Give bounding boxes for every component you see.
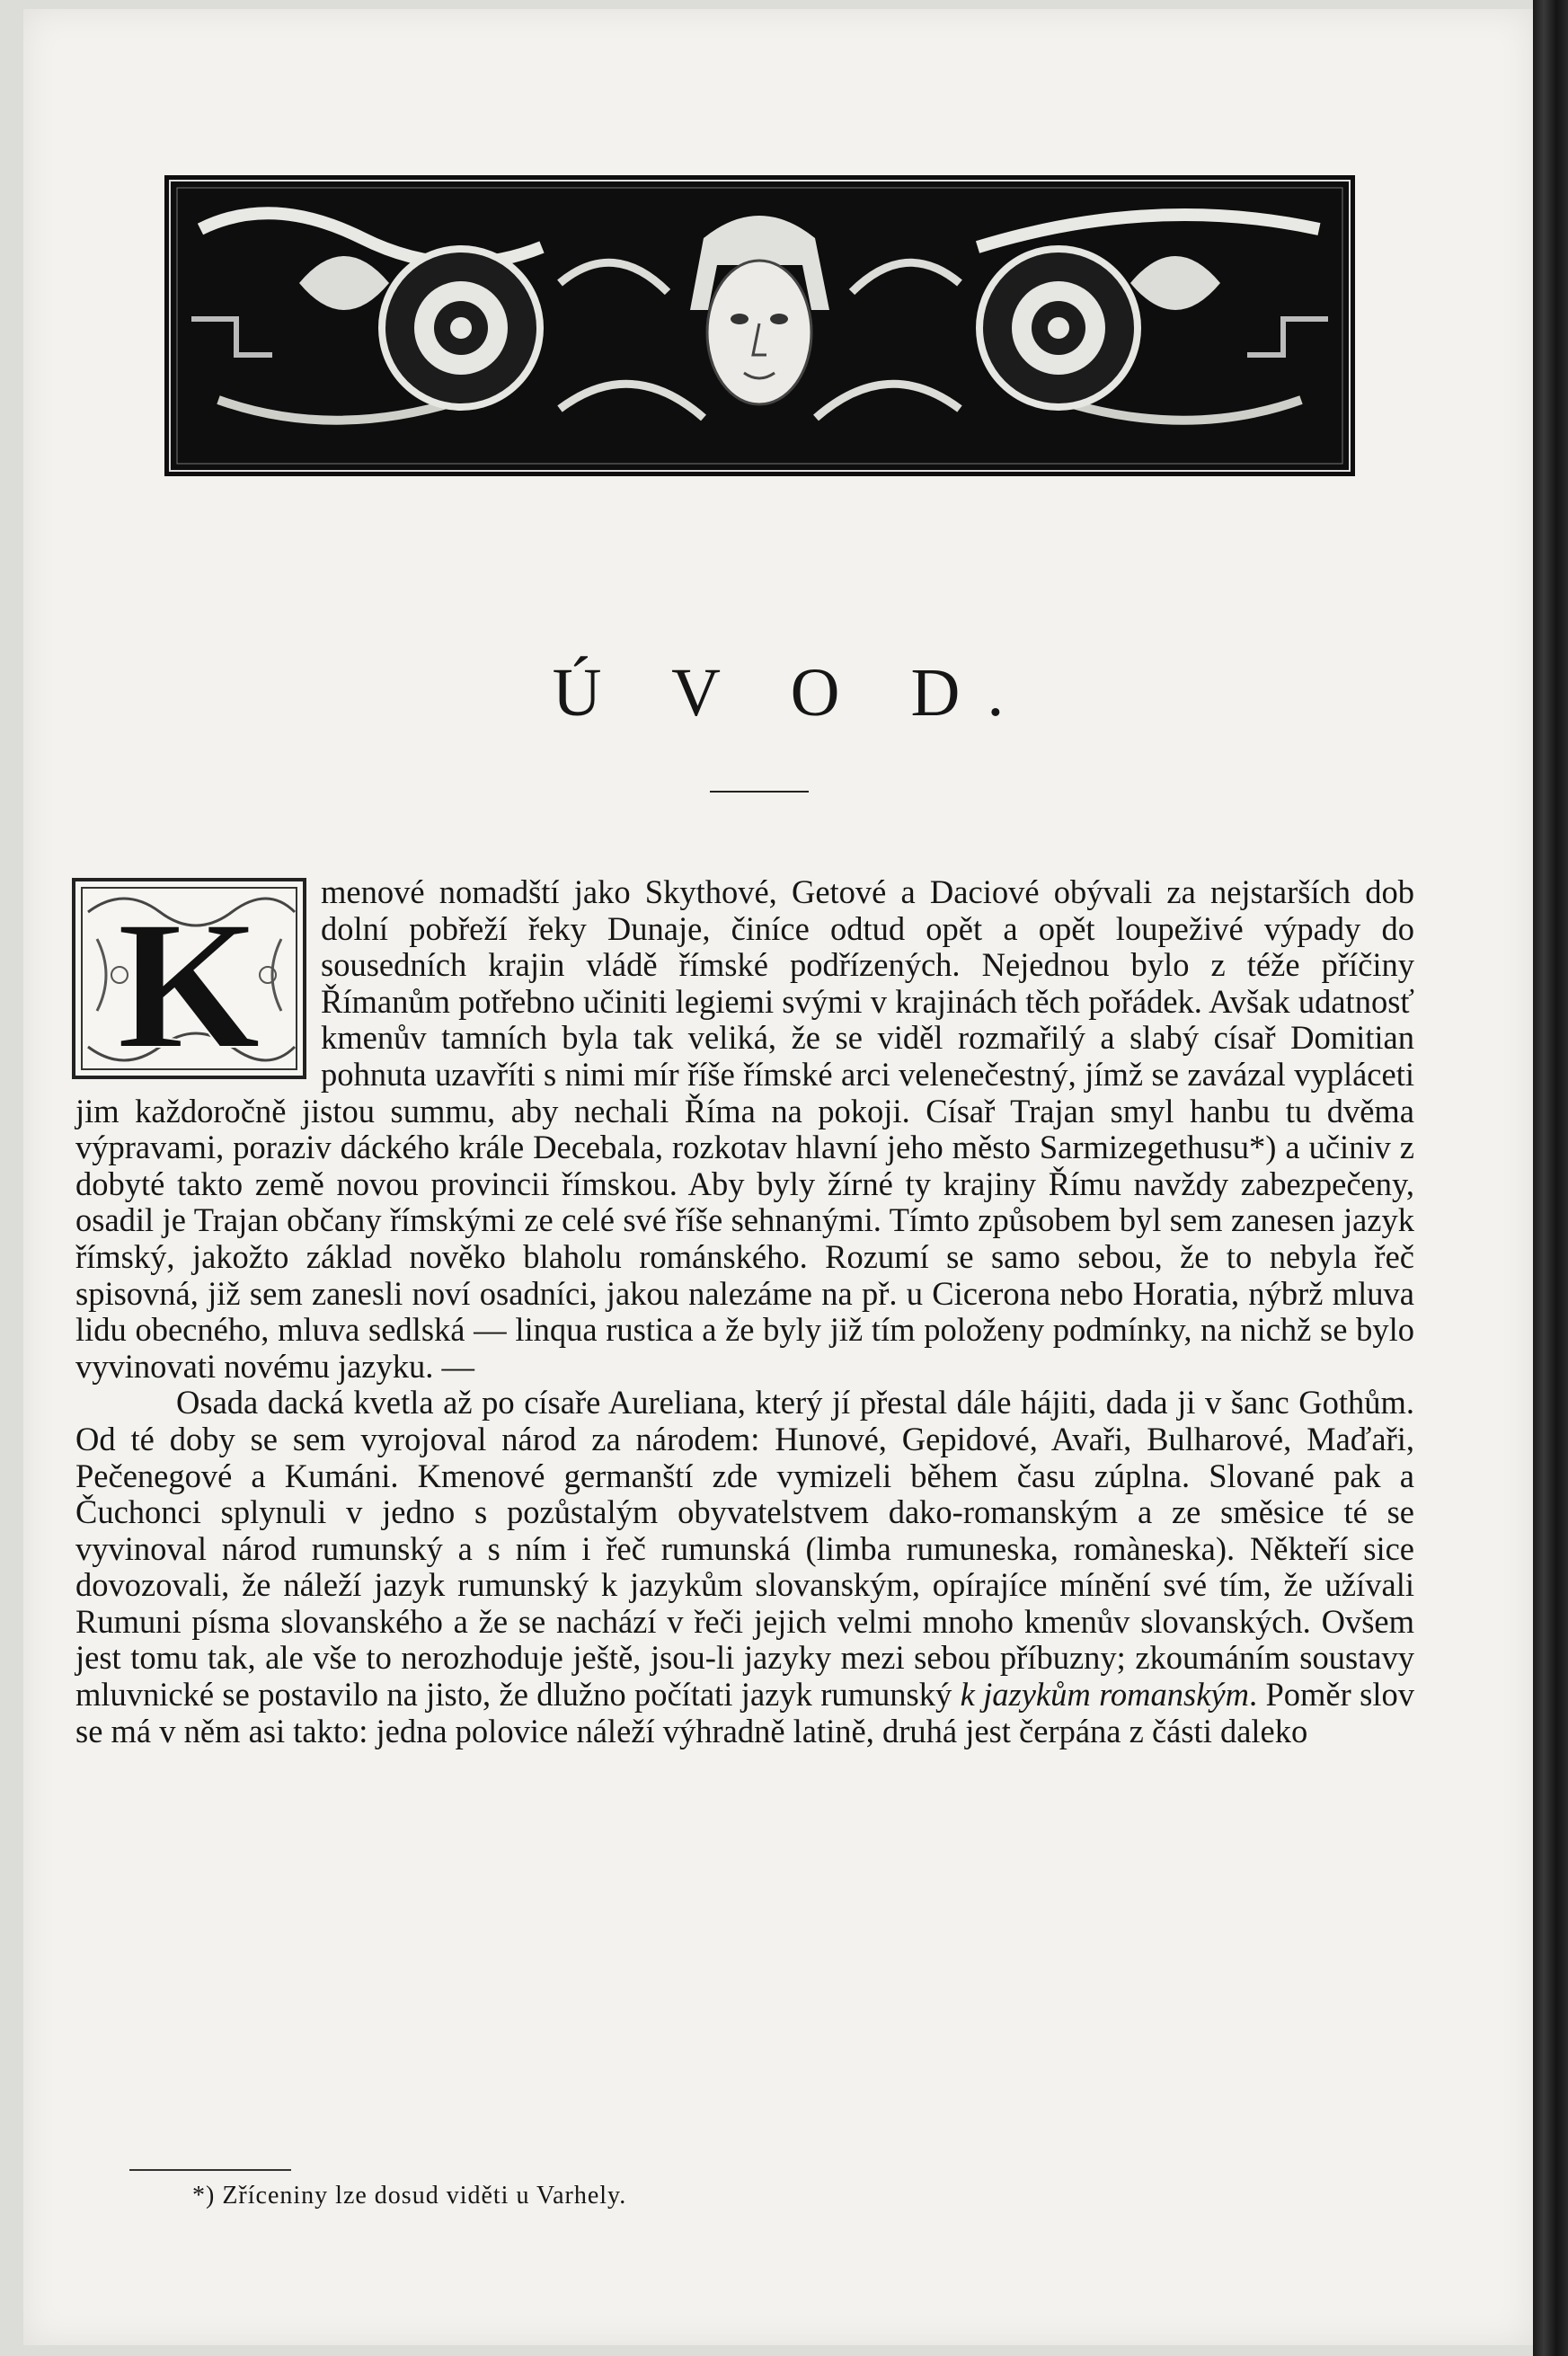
paragraph (75, 874, 1414, 1385)
book-page (23, 9, 1533, 2345)
ornamental-headpiece (164, 175, 1355, 476)
paragraph-1-text: menové nomadští jako Skythové, Getové a Daciové obývali za nejstarších dob dolní pobřeží řeky Dunaje, činíce odtud opět a opět loupeživé výpady do sousedních krajin vládě římské podřízených. Nejednou bylo z téže příčiny Římanům potřebno učiniti legiemi svými v krajinách těch pořádek. Avšak udatnosť kmenův tamních byla tak veliká, že se viděl rozmařilý a slabý císař Domitian pohnuta uzavříti s nimi mír říše římské arci velenečestný, jímž se zavázal vypláceti jim každoročně jistou summu, aby nechali Říma na pokoji. Císař Trajan smyl hanbu tu dvěma výpravami, poraziv dáckého krále Decebala, rozkotav hlavní jeho město Sarmizegethusu*) a učiniv z dobyté takto země novou provincii římskou. Aby byly žírné ty krajiny Římu navždy zabezpečeny, osadil je Trajan občany římskými ze celé své říše sehnanými. Tímto způsobem byl sem zanesen jazyk římský, jakožto základ nověko blaholu románského. Rozumí se samo sebou, že to nebyla řeč spisovná, již sem zanesli noví osadníci, jakou nalezáme na př. u Cicerona nebo Horatia, nýbrž mluva lidu obecného, mluva sedlská — linqua rustica a že byly již tím položeny podmínky, na nichž se bylo vyvinovati novému jazyku. — (75, 873, 1414, 1385)
body-text (75, 874, 1414, 1749)
footnote: *) Zříceniny lze dosud viděti u Varhely. (192, 2182, 627, 2210)
footnote-divider (129, 2169, 291, 2171)
title-divider (710, 791, 809, 793)
paragraph (75, 1385, 1414, 1749)
paragraph-2-text-end: . Poměr slov se má v něm asi takto: jedna polovice náleží výhradně latině, druhá jest čerpána z části daleko (75, 1676, 1414, 1749)
italic-phrase: k jazykům romanským (960, 1676, 1250, 1714)
decorated-drop-cap (70, 876, 308, 1081)
book-spine-edge (1533, 0, 1568, 2356)
chapter-title: Ú V O D. (552, 655, 1032, 731)
paragraph-2-text: Osada dacká kvetla až po císaře Aureliana, který jí přestal dále hájiti, dada ji v šanc Gothům. Od té doby se sem vyrojoval národ za národem: Hunové, Gepidové, Avaři, Bulharové, Maďaři, Pečenegové a Kumáni. Kmenové germanští zde vymizeli během času zúplna. Slované pak a Čuchonci splynuli v jedno s pozůstalým obyvatelstvem dako-romanským a ze směsice té se vyvinoval národ rumunský a s ním i řeč rumunská (limba rumuneska, romàneska). Někteří sice dovozovali, že náleží jazyk rumunský k jazykům slovanským, opírajíce mínění své tím, že užívali Rumuni písma slovanského a že se nachází v řeči jejich velmi mnoho kmenův slovanských. Ovšem jest tomu tak, ale vše to nerozhoduje ještě, jsou-li jazyky mezi sebou příbuzny; zkoumáním soustavy mluvnické se postavilo na jisto, že dlužno počítati jazyk rumunský (75, 1384, 1414, 1714)
svg-text:K: K (117, 883, 261, 1081)
